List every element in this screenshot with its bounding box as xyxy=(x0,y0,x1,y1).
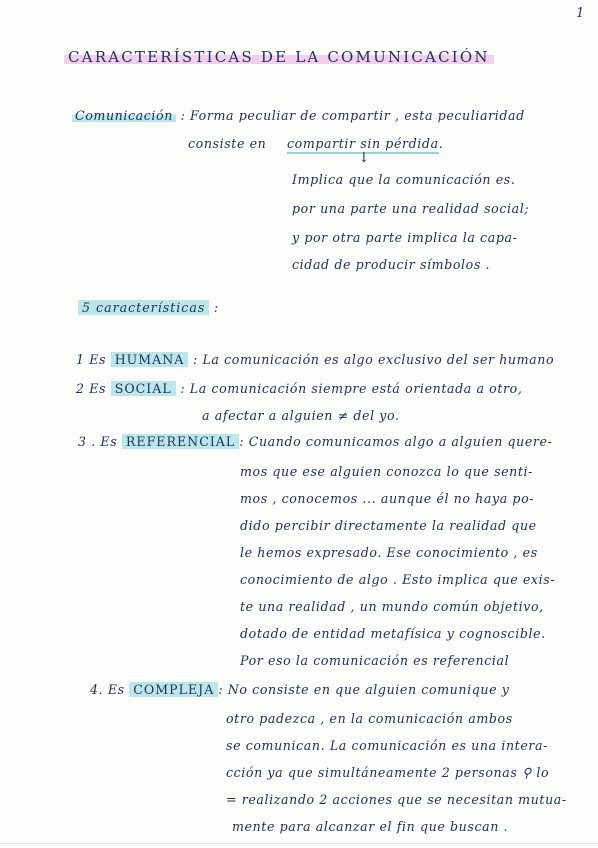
five-characteristics-label: 5 características xyxy=(78,300,209,315)
characteristic-2-text-2: a afectar a alguien ≠ del yo. xyxy=(202,408,400,423)
characteristic-3-key: REFERENCIAL xyxy=(122,434,239,449)
definition-implication-1: Implica que la comunicación es. xyxy=(292,172,516,187)
characteristic-4-key: COMPLEJA xyxy=(129,682,218,697)
characteristic-2-number: 2 Es xyxy=(76,381,107,396)
characteristic-3 xyxy=(78,434,552,449)
definition-term: Comunicación xyxy=(72,108,176,123)
definition-second-line xyxy=(188,136,443,151)
characteristic-2 xyxy=(76,381,522,396)
definition-line-2-pre: consiste en xyxy=(188,136,267,151)
characteristic-3-text-2: mos que ese alguien conozca lo que senti- xyxy=(240,464,534,479)
down-arrow-icon: ↓ xyxy=(358,150,371,166)
characteristic-1-key: HUMANA xyxy=(111,352,189,367)
characteristic-4 xyxy=(90,682,509,697)
characteristic-2-key: SOCIAL xyxy=(111,381,176,396)
characteristic-2-sep: : xyxy=(180,381,186,396)
characteristic-4-text-2: otro padezca , en la comunicación ambos xyxy=(226,711,513,726)
definition-line-2-post: . xyxy=(438,136,444,151)
characteristic-4-number: 4. Es xyxy=(90,682,125,697)
characteristic-1-sep: : xyxy=(193,352,198,367)
characteristic-4-text-3: se comunican. La comunicación es una intera- xyxy=(226,738,548,753)
page-bottom-edge xyxy=(0,843,598,844)
definition-implication-4: cidad de producir símbolos . xyxy=(292,257,491,272)
characteristic-3-text-7: te una realidad , un mundo común objetivo, xyxy=(240,599,544,614)
characteristic-3-sep: : xyxy=(239,434,245,449)
definition-line-1: Forma peculiar de compartir , esta peculiaridad xyxy=(190,108,525,123)
five-characteristics-heading xyxy=(78,300,219,315)
characteristic-2-text-1: La comunicación siempre está orientada a otro, xyxy=(189,381,523,396)
characteristic-4-text-4: cción ya que simultáneamente 2 personas ⚲ lo xyxy=(226,765,550,780)
characteristic-4-text-6: mente para alcanzar el fin que buscan . xyxy=(232,819,509,834)
characteristic-1-number: 1 Es xyxy=(76,352,107,367)
characteristic-3-text-9: Por eso la comunicación es referencial xyxy=(240,653,510,668)
definition-separator: : xyxy=(180,108,186,123)
characteristic-3-text-3: mos , conocemos ... aunque él no haya po- xyxy=(240,491,535,506)
characteristic-3-text-1: Cuando comunicamos algo a alguien quere- xyxy=(248,434,553,449)
definition-implication-2: por una parte una realidad social; xyxy=(292,201,530,216)
definition-implication-3: y por otra parte implica la capa- xyxy=(292,230,518,245)
characteristic-4-text-1: No consiste en que alguien comunique y xyxy=(227,682,510,697)
definition-first-line xyxy=(72,108,525,123)
characteristic-3-text-6: conocimiento de algo . Esto implica que exis- xyxy=(240,572,556,587)
characteristic-3-text-5: le hemos expresado. Ese conocimiento , es xyxy=(240,545,538,560)
page-title: CARACTERÍSTICAS DE LA COMUNICACIÓN xyxy=(64,48,494,66)
characteristic-1-text: La comunicación es algo exclusivo del ser humano xyxy=(202,352,555,367)
characteristic-3-text-4: dido percibir directamente la realidad que xyxy=(240,518,537,533)
characteristic-4-sep: : xyxy=(218,682,224,697)
page-number: 1 xyxy=(576,6,585,21)
characteristic-3-number: 3 . Es xyxy=(78,434,118,449)
characteristic-3-text-8: dotado de entidad metafísica y cognoscible. xyxy=(240,626,546,641)
characteristic-1 xyxy=(76,352,554,367)
five-characteristics-suffix: : xyxy=(213,300,219,315)
characteristic-4-text-5: = realizando 2 acciones que se necesitan mutua- xyxy=(226,792,567,807)
definition-underlined-phrase: compartir sin pérdida xyxy=(287,136,439,154)
